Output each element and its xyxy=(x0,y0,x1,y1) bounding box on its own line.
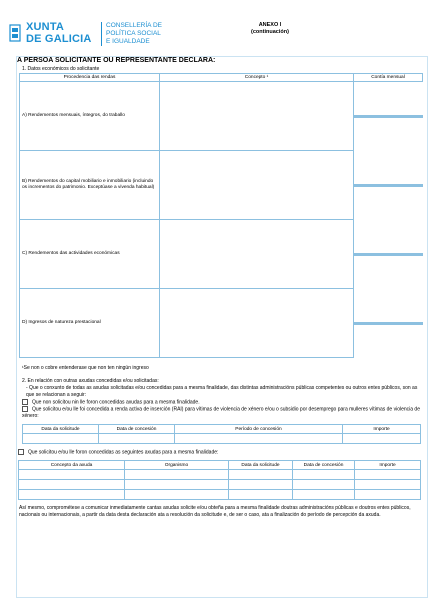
income-row-b-concept[interactable] xyxy=(160,151,354,220)
aid-cell[interactable] xyxy=(229,480,293,490)
annex-heading xyxy=(230,22,310,36)
logo-divider xyxy=(101,22,102,46)
aid-row xyxy=(19,470,421,480)
option-no-aid[interactable]: Que non solicitou nin lle foron concedidas axudas para a mesma finalidade. xyxy=(22,399,420,406)
aid-cell[interactable] xyxy=(229,470,293,480)
item2-text: - Que o conxunto de todas as axudas solicitadas e/ou concedidas para a mesma finalidade, das distintas administracións públicas competentes ou outros entes públicos, son as que se relacionan a seguir: xyxy=(26,385,418,398)
rai-cell-period[interactable] xyxy=(175,434,343,444)
rai-header-grant-date: Data de concesión xyxy=(99,425,175,434)
income-row-c-amount[interactable] xyxy=(354,220,423,289)
option-rai[interactable]: Que solicitou e/ou lle foi concedida a renda activa de inserción (RAI) para vítimas de violencia de xénero e/ou o subsidio por desemprego para mulleres vítimas de violencia de xénero: xyxy=(22,406,420,419)
rai-table xyxy=(22,424,421,444)
aid-cell[interactable] xyxy=(355,490,421,500)
item2-heading: 2. En relación con outras axudas concedidas e/ou solicitadas: xyxy=(22,378,159,384)
aid-header-amount: Importe xyxy=(355,461,421,470)
aid-cell[interactable] xyxy=(125,490,229,500)
option-other-aid-checkbox[interactable] xyxy=(18,449,24,455)
income-row-d-amount[interactable] xyxy=(354,289,423,358)
income-row-b-label: B) Rendementos do capital mobiliario e inmobiliario (incluindo os incrementos do patrimonio. Exceptúase a vivenda habitual) xyxy=(20,151,160,220)
aid-row xyxy=(19,480,421,490)
aid-cell[interactable] xyxy=(19,480,125,490)
rai-header-amount: Importe xyxy=(343,425,421,434)
aid-cell[interactable] xyxy=(355,470,421,480)
option-other-aid[interactable]: Que solicitou e/ou lle foron concedidas as seguintes axudas para a mesma finalidade: xyxy=(18,449,418,456)
aid-header-organism: Organismo xyxy=(125,461,229,470)
xunta-logo xyxy=(9,22,179,46)
option-no-aid-checkbox[interactable] xyxy=(22,399,28,405)
income-row-a-concept[interactable] xyxy=(160,82,354,151)
aid-cell[interactable] xyxy=(125,470,229,480)
aid-header-grant-date: Data de concesión xyxy=(293,461,355,470)
logo-line2: DE GALICIA xyxy=(26,33,92,45)
crest-icon xyxy=(9,23,21,43)
rai-header-period: Período de concesión xyxy=(175,425,343,434)
income-header-concept: Concepto ¹ xyxy=(160,74,354,82)
rai-cell-request-date[interactable] xyxy=(23,434,99,444)
logo-line1: XUNTA xyxy=(26,21,65,33)
income-table xyxy=(19,73,423,358)
closing-statement: Así mesmo, comprométese a comunicar inmediatamente cantas axudas solicite e/ou obteña para a mesma finalidade doutras administracións públicas e doutros entes públicos, nacionais ou internacionais, a partir da data desta declaración ata a resolución da solicitude e, de ser o caso, ata a finalización do período de percepción da axuda. xyxy=(19,505,411,518)
income-footnote: ¹Se non o cobre entenderase que non ten ningún ingreso xyxy=(22,365,149,371)
aid-cell[interactable] xyxy=(229,490,293,500)
section-title: A PERSOA SOLICITANTE OU REPRESENTANTE DECLARA: xyxy=(17,57,216,64)
income-row-d-label: D) Ingresos de natureza prestacional xyxy=(20,289,160,358)
aid-header-request-date: Data da solicitude xyxy=(229,461,293,470)
aid-cell[interactable] xyxy=(293,490,355,500)
department-name: CONSELLERÍA DE POLÍTICA SOCIAL E IGUALDADE xyxy=(106,22,162,45)
aid-row xyxy=(19,490,421,500)
rai-cell-grant-date[interactable] xyxy=(99,434,175,444)
annex-title: ANEXO I xyxy=(258,22,282,28)
aid-cell[interactable] xyxy=(355,480,421,490)
income-row-a-amount[interactable] xyxy=(354,82,423,151)
item1-heading: 1. Datos económicos do solicitante xyxy=(22,66,100,72)
income-row-b-amount[interactable] xyxy=(354,151,423,220)
rai-header-request-date: Data da solicitude xyxy=(23,425,99,434)
income-header-origin: Procedencia das rendas xyxy=(20,74,160,82)
aid-cell[interactable] xyxy=(19,470,125,480)
income-row-d-concept[interactable] xyxy=(160,289,354,358)
income-row-c-label: C) Rendementos das actividades económicas xyxy=(20,220,160,289)
income-row-a-label: A) Rendementos mensuais, íntegros, do traballo xyxy=(20,82,160,151)
income-row-c-concept[interactable] xyxy=(160,220,354,289)
aid-cell[interactable] xyxy=(19,490,125,500)
aid-cell[interactable] xyxy=(125,480,229,490)
aid-cell[interactable] xyxy=(293,470,355,480)
aid-cell[interactable] xyxy=(293,480,355,490)
aid-header-concept: Concepto da axuda xyxy=(19,461,125,470)
rai-cell-amount[interactable] xyxy=(343,434,421,444)
income-header-amount: Contía mensual xyxy=(354,74,423,82)
option-rai-checkbox[interactable] xyxy=(22,406,28,412)
aid-table xyxy=(18,460,421,500)
annex-subtitle: (continuación) xyxy=(251,29,289,35)
